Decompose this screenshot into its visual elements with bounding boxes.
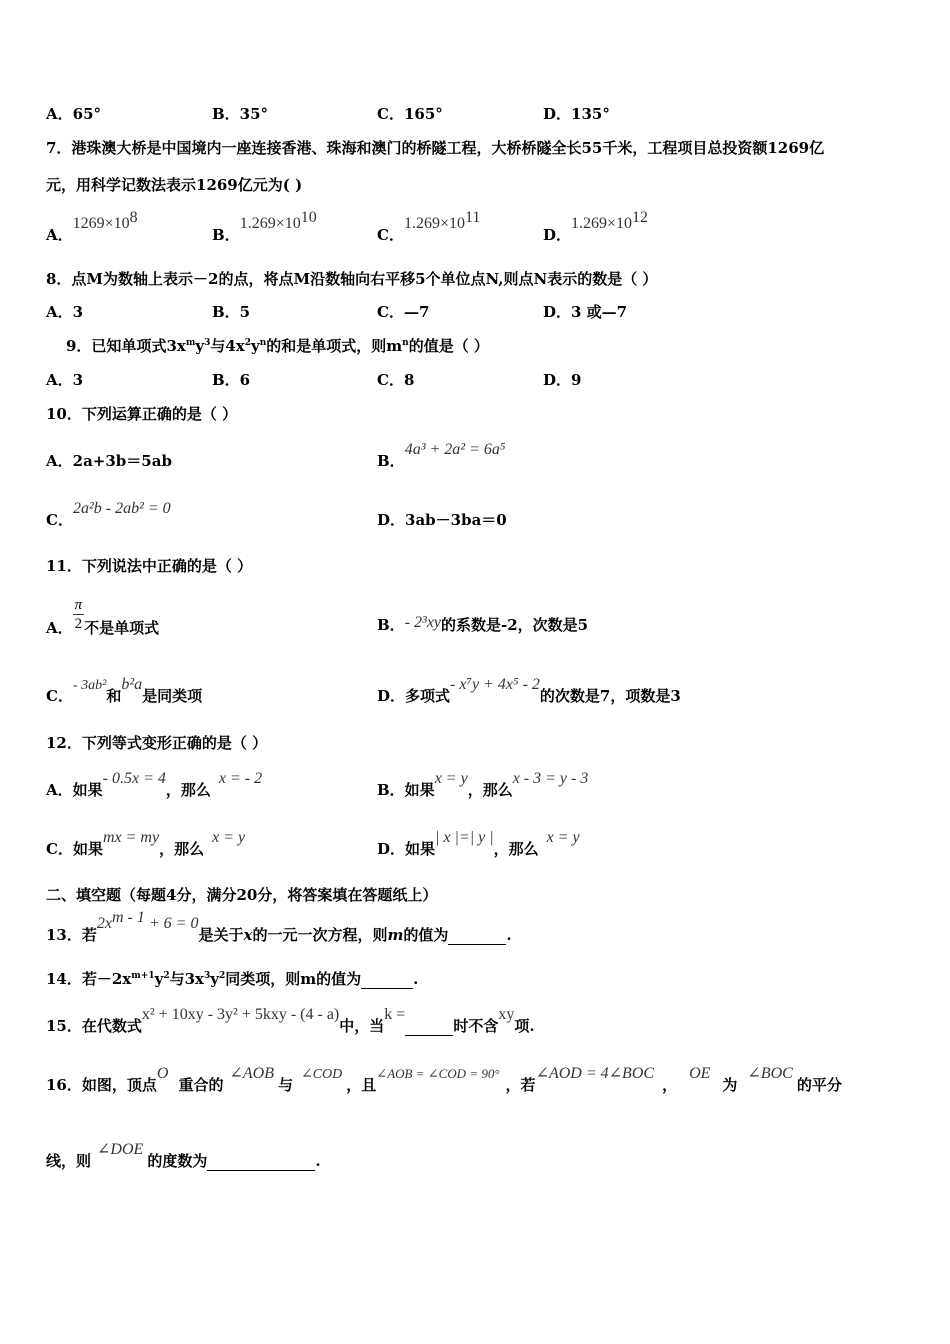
q12-option-c: C．如果mx = my，那么x = y [46, 829, 246, 858]
q7-option-c: C．$1.269\times 10^{11}$ [377, 209, 481, 244]
q6-option-c: C．165° [377, 105, 443, 123]
q15-stem: 15．在代数式x² + 10xy - 3y² + 5kxy - (4 - a)中，当k = 时不含xy项. [46, 1006, 535, 1035]
q14-stem: 14．若$-2x^{m+1}y^2$与$3x^3y^2$同类项，则m的值为 . [46, 970, 419, 988]
q7-option-d: D．$1.269\times 10^{12}$ [543, 209, 649, 244]
q11-option-b: B．- 2³xy的系数是-2，次数是5 [377, 614, 589, 634]
q13-stem: 13．若$2x^{m - 1} + 6 = 0$是关于x的一元一次方程，则m的值为 . [46, 909, 512, 944]
q10-stem: 10．下列运算正确的是（ ） [46, 405, 238, 423]
q8-option-a: A．3 [46, 303, 84, 321]
q11-option-d: D．多项式- x⁷y + 4x⁵ - 2的次数是7，项数是3 [377, 676, 681, 705]
q16-stem-line2: 线，则∠DOE的度数为 . [46, 1141, 321, 1170]
q9-option-d: D．9 [543, 371, 582, 389]
q15-answer-blank[interactable] [405, 1017, 453, 1036]
q7-stem-line1: 7．港珠澳大桥是中国境内一座连接香港、珠海和澳门的桥隧工程，大桥桥隧全长55千米，工程项目总投资额1269亿 [46, 139, 825, 157]
q10-option-d: D．3ab－3ba＝0 [377, 511, 507, 529]
pi-over-2-fraction: $\frac{\pi}{2}$ [74, 597, 83, 632]
q16-answer-blank[interactable] [207, 1152, 315, 1171]
q12-option-b: B．如果x = y，那么x - 3 = y - 3 [377, 770, 589, 799]
q6-option-a: A．65° [46, 105, 102, 123]
q11-stem: 11．下列说法中正确的是（ ） [46, 557, 253, 575]
q9-option-a: A．3 [46, 371, 84, 389]
q10-option-b: B．4a³ + 2a² = 6a⁵ [377, 441, 506, 470]
q8-option-b: B．5 [212, 303, 251, 321]
q6-option-d: D．135° [543, 105, 610, 123]
q8-option-d: D．3 或—7 [543, 303, 628, 321]
q12-option-d: D．如果| x |=| y |，那么x = y [377, 829, 580, 858]
q9-option-b: B．6 [212, 371, 251, 389]
section-heading-fill-in: 二、填空题（每题4分，满分20分，将答案填在答题纸上） [46, 886, 438, 904]
q9-stem: 9．已知单项式$3x^my^3$与$4x^2y^n$的和是单项式，则$m^n$的值是（ ） [66, 337, 489, 355]
q7-option-a: A．$1269\times 10^8$ [46, 209, 138, 244]
q7-option-b: B．$1.269\times 10^{10}$ [212, 209, 317, 244]
q8-stem: 8．点M为数轴上表示－2的点，将点M沿数轴向右平移5个单位点N,则点N表示的数是（ ） [46, 270, 658, 288]
q6-option-b: B．35° [212, 105, 269, 123]
q8-option-c: C．—7 [377, 303, 430, 321]
q11-option-a: A． $\frac{\pi}{2}$ 不是单项式 [46, 597, 160, 637]
q7-stem-line2: 元，用科学记数法表示1269亿元为( ) [46, 176, 303, 194]
q12-stem: 12．下列等式变形正确的是（ ） [46, 734, 268, 752]
q16-stem-line1: 16．如图，顶点O重合的∠AOB与∠COD，且∠AOB = ∠COD = 90°，若∠AOD = 4∠BOC，OE为∠BOC的平分 [46, 1065, 842, 1094]
q12-option-a: A．如果- 0.5x = 4，那么x = - 2 [46, 770, 263, 799]
q14-answer-blank[interactable] [361, 970, 413, 989]
q10-option-a: A．2a+3b＝5ab [46, 452, 172, 470]
q9-option-c: C．8 [377, 371, 415, 389]
q10-option-c: C．2a²b - 2ab² = 0 [46, 500, 171, 529]
q11-option-c: C．- 3ab²和b²a是同类项 [46, 676, 203, 705]
q13-answer-blank[interactable] [448, 926, 506, 945]
